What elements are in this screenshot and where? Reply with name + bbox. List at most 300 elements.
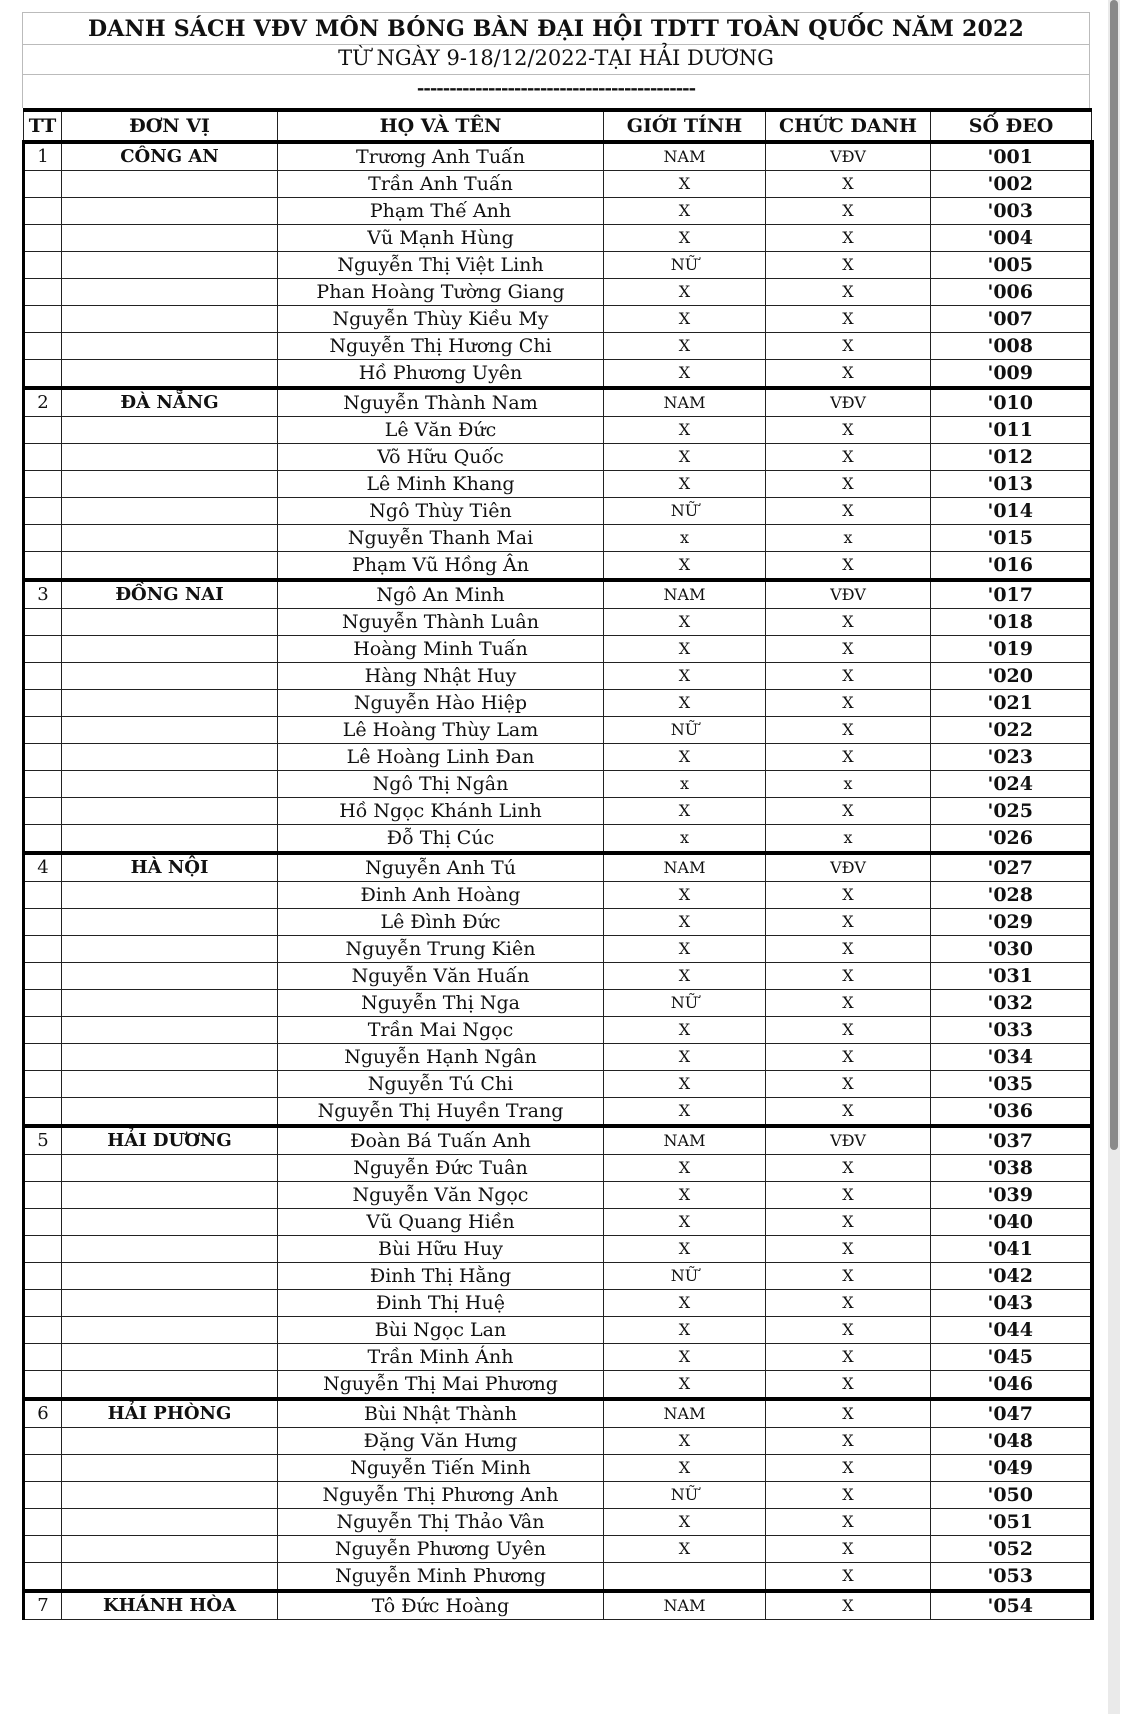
cell-role[interactable]: x <box>766 771 931 798</box>
cell-gender[interactable]: NAM <box>604 580 766 609</box>
cell-number[interactable]: '002 <box>931 171 1092 198</box>
cell-number[interactable]: '042 <box>931 1263 1092 1290</box>
cell-unit[interactable] <box>62 636 278 663</box>
cell-gender[interactable]: X <box>604 471 766 498</box>
cell-role[interactable]: X <box>766 225 931 252</box>
cell-tt[interactable] <box>24 1482 62 1509</box>
cell-number[interactable]: '027 <box>931 853 1092 882</box>
cell-gender[interactable]: X <box>604 360 766 389</box>
cell-name[interactable]: Trần Anh Tuấn <box>278 171 604 198</box>
cell-role[interactable]: X <box>766 1017 931 1044</box>
cell-number[interactable]: '048 <box>931 1428 1092 1455</box>
cell-unit[interactable]: HÀ NỘI <box>62 853 278 882</box>
cell-unit[interactable] <box>62 1290 278 1317</box>
cell-tt[interactable] <box>24 1044 62 1071</box>
cell-unit[interactable] <box>62 1098 278 1127</box>
cell-number[interactable]: '043 <box>931 1290 1092 1317</box>
cell-number[interactable]: '007 <box>931 306 1092 333</box>
cell-role[interactable]: X <box>766 936 931 963</box>
cell-tt[interactable] <box>24 1209 62 1236</box>
cell-gender[interactable]: X <box>604 1044 766 1071</box>
cell-unit[interactable] <box>62 225 278 252</box>
cell-number[interactable]: '047 <box>931 1399 1092 1428</box>
cell-unit[interactable] <box>62 471 278 498</box>
cell-role[interactable]: x <box>766 525 931 552</box>
cell-name[interactable]: Lê Hoàng Linh Đan <box>278 744 604 771</box>
cell-number[interactable]: '008 <box>931 333 1092 360</box>
cell-role[interactable]: X <box>766 198 931 225</box>
cell-gender[interactable]: X <box>604 882 766 909</box>
cell-unit[interactable] <box>62 1371 278 1400</box>
cell-unit[interactable] <box>62 1482 278 1509</box>
cell-number[interactable]: '053 <box>931 1563 1092 1592</box>
cell-gender[interactable]: X <box>604 444 766 471</box>
cell-number[interactable]: '014 <box>931 498 1092 525</box>
cell-number[interactable]: '041 <box>931 1236 1092 1263</box>
cell-gender[interactable]: X <box>604 306 766 333</box>
cell-name[interactable]: Nguyễn Thị Thảo Vân <box>278 1509 604 1536</box>
cell-unit[interactable]: ĐÀ NẴNG <box>62 388 278 417</box>
cell-gender[interactable]: x <box>604 771 766 798</box>
cell-gender[interactable]: X <box>604 744 766 771</box>
cell-role[interactable]: VĐV <box>766 388 931 417</box>
cell-gender[interactable]: NAM <box>604 142 766 171</box>
cell-number[interactable]: '037 <box>931 1126 1092 1155</box>
cell-tt[interactable] <box>24 717 62 744</box>
cell-tt[interactable] <box>24 771 62 798</box>
cell-tt[interactable] <box>24 471 62 498</box>
cell-gender[interactable]: X <box>604 1236 766 1263</box>
cell-gender[interactable]: X <box>604 225 766 252</box>
cell-tt[interactable] <box>24 1563 62 1592</box>
cell-role[interactable]: X <box>766 717 931 744</box>
cell-gender[interactable]: NỮ <box>604 498 766 525</box>
cell-role[interactable]: X <box>766 1563 931 1592</box>
cell-unit[interactable] <box>62 825 278 854</box>
cell-tt[interactable] <box>24 1455 62 1482</box>
cell-tt[interactable] <box>24 1428 62 1455</box>
cell-unit[interactable] <box>62 525 278 552</box>
cell-name[interactable]: Lê Văn Đức <box>278 417 604 444</box>
cell-unit[interactable] <box>62 1536 278 1563</box>
cell-role[interactable]: X <box>766 1044 931 1071</box>
cell-number[interactable]: '049 <box>931 1455 1092 1482</box>
cell-name[interactable]: Tô Đức Hoàng <box>278 1591 604 1620</box>
column-header-role[interactable]: CHỨC DANH <box>766 110 931 142</box>
cell-name[interactable]: Nguyễn Trung Kiên <box>278 936 604 963</box>
cell-name[interactable]: Nguyễn Anh Tú <box>278 853 604 882</box>
cell-role[interactable]: X <box>766 360 931 389</box>
cell-tt[interactable]: 4 <box>24 853 62 882</box>
cell-name[interactable]: Bùi Ngọc Lan <box>278 1317 604 1344</box>
cell-name[interactable]: Nguyễn Thùy Kiều My <box>278 306 604 333</box>
cell-tt[interactable] <box>24 525 62 552</box>
cell-tt[interactable] <box>24 663 62 690</box>
cell-number[interactable]: '028 <box>931 882 1092 909</box>
cell-number[interactable]: '017 <box>931 580 1092 609</box>
cell-tt[interactable] <box>24 279 62 306</box>
column-header-name[interactable]: HỌ VÀ TÊN <box>278 110 604 142</box>
cell-number[interactable]: '032 <box>931 990 1092 1017</box>
cell-unit[interactable] <box>62 171 278 198</box>
cell-tt[interactable] <box>24 1071 62 1098</box>
cell-unit[interactable] <box>62 717 278 744</box>
cell-tt[interactable] <box>24 444 62 471</box>
cell-unit[interactable] <box>62 771 278 798</box>
cell-gender[interactable]: X <box>604 417 766 444</box>
cell-number[interactable]: '033 <box>931 1017 1092 1044</box>
cell-name[interactable]: Võ Hữu Quốc <box>278 444 604 471</box>
cell-unit[interactable] <box>62 360 278 389</box>
cell-role[interactable]: X <box>766 417 931 444</box>
cell-unit[interactable] <box>62 1263 278 1290</box>
cell-tt[interactable] <box>24 306 62 333</box>
cell-unit[interactable] <box>62 1563 278 1592</box>
cell-name[interactable]: Vũ Quang Hiền <box>278 1209 604 1236</box>
cell-gender[interactable]: NAM <box>604 1591 766 1620</box>
cell-role[interactable]: VĐV <box>766 142 931 171</box>
cell-role[interactable]: X <box>766 882 931 909</box>
cell-number[interactable]: '036 <box>931 1098 1092 1127</box>
cell-gender[interactable]: X <box>604 198 766 225</box>
cell-name[interactable]: Đinh Anh Hoàng <box>278 882 604 909</box>
cell-unit[interactable] <box>62 1455 278 1482</box>
cell-tt[interactable] <box>24 1290 62 1317</box>
cell-name[interactable]: Vũ Mạnh Hùng <box>278 225 604 252</box>
cell-name[interactable]: Lê Minh Khang <box>278 471 604 498</box>
cell-tt[interactable]: 7 <box>24 1591 62 1620</box>
cell-number[interactable]: '022 <box>931 717 1092 744</box>
cell-role[interactable]: X <box>766 990 931 1017</box>
cell-number[interactable]: '050 <box>931 1482 1092 1509</box>
cell-unit[interactable] <box>62 552 278 581</box>
cell-tt[interactable] <box>24 1371 62 1400</box>
cell-tt[interactable] <box>24 1536 62 1563</box>
cell-number[interactable]: '020 <box>931 663 1092 690</box>
cell-number[interactable]: '025 <box>931 798 1092 825</box>
cell-name[interactable]: Đỗ Thị Cúc <box>278 825 604 854</box>
cell-unit[interactable]: KHÁNH HÒA <box>62 1591 278 1620</box>
cell-gender[interactable]: NỮ <box>604 1263 766 1290</box>
cell-name[interactable]: Nguyễn Thị Hương Chi <box>278 333 604 360</box>
cell-role[interactable]: X <box>766 1428 931 1455</box>
cell-name[interactable]: Nguyễn Hào Hiệp <box>278 690 604 717</box>
cell-unit[interactable] <box>62 909 278 936</box>
cell-unit[interactable] <box>62 690 278 717</box>
cell-role[interactable]: X <box>766 333 931 360</box>
cell-gender[interactable]: X <box>604 1317 766 1344</box>
cell-name[interactable]: Đoàn Bá Tuấn Anh <box>278 1126 604 1155</box>
cell-name[interactable]: Hàng Nhật Huy <box>278 663 604 690</box>
cell-role[interactable]: X <box>766 306 931 333</box>
cell-unit[interactable] <box>62 963 278 990</box>
cell-unit[interactable] <box>62 1182 278 1209</box>
cell-number[interactable]: '051 <box>931 1509 1092 1536</box>
cell-unit[interactable]: HẢI DƯƠNG <box>62 1126 278 1155</box>
cell-name[interactable]: Bùi Hữu Huy <box>278 1236 604 1263</box>
cell-unit[interactable] <box>62 990 278 1017</box>
cell-role[interactable]: X <box>766 744 931 771</box>
cell-gender[interactable]: X <box>604 171 766 198</box>
cell-name[interactable]: Lê Hoàng Thùy Lam <box>278 717 604 744</box>
cell-number[interactable]: '040 <box>931 1209 1092 1236</box>
cell-tt[interactable] <box>24 198 62 225</box>
cell-tt[interactable] <box>24 882 62 909</box>
cell-number[interactable]: '021 <box>931 690 1092 717</box>
cell-tt[interactable]: 2 <box>24 388 62 417</box>
cell-role[interactable]: X <box>766 798 931 825</box>
cell-gender[interactable]: NỮ <box>604 717 766 744</box>
cell-role[interactable]: X <box>766 552 931 581</box>
cell-role[interactable]: X <box>766 1155 931 1182</box>
cell-role[interactable]: X <box>766 690 931 717</box>
cell-name[interactable]: Ngô Thị Ngân <box>278 771 604 798</box>
cell-tt[interactable] <box>24 963 62 990</box>
cell-role[interactable]: X <box>766 1399 931 1428</box>
cell-role[interactable]: X <box>766 1344 931 1371</box>
cell-tt[interactable] <box>24 1509 62 1536</box>
cell-role[interactable]: X <box>766 471 931 498</box>
cell-gender[interactable]: X <box>604 798 766 825</box>
cell-gender[interactable]: X <box>604 1098 766 1127</box>
cell-number[interactable]: '019 <box>931 636 1092 663</box>
cell-name[interactable]: Trương Anh Tuấn <box>278 142 604 171</box>
cell-role[interactable]: X <box>766 252 931 279</box>
cell-name[interactable]: Nguyễn Thị Nga <box>278 990 604 1017</box>
cell-role[interactable]: X <box>766 1236 931 1263</box>
cell-gender[interactable]: X <box>604 1344 766 1371</box>
cell-gender[interactable]: NỮ <box>604 252 766 279</box>
cell-unit[interactable] <box>62 1236 278 1263</box>
cell-gender[interactable]: X <box>604 1371 766 1400</box>
cell-role[interactable]: X <box>766 636 931 663</box>
cell-gender[interactable]: X <box>604 1182 766 1209</box>
cell-tt[interactable]: 1 <box>24 142 62 171</box>
scrollbar-thumb[interactable] <box>1110 0 1118 1150</box>
cell-name[interactable]: Hồ Ngọc Khánh Linh <box>278 798 604 825</box>
cell-number[interactable]: '038 <box>931 1155 1092 1182</box>
cell-name[interactable]: Nguyễn Phương Uyên <box>278 1536 604 1563</box>
cell-role[interactable]: X <box>766 1536 931 1563</box>
cell-role[interactable]: X <box>766 1591 931 1620</box>
cell-gender[interactable]: X <box>604 963 766 990</box>
cell-gender[interactable]: X <box>604 552 766 581</box>
cell-gender[interactable]: X <box>604 279 766 306</box>
cell-tt[interactable] <box>24 1182 62 1209</box>
cell-name[interactable]: Phan Hoàng Tường Giang <box>278 279 604 306</box>
cell-tt[interactable]: 5 <box>24 1126 62 1155</box>
cell-number[interactable]: '039 <box>931 1182 1092 1209</box>
cell-gender[interactable] <box>604 1563 766 1592</box>
cell-unit[interactable] <box>62 1428 278 1455</box>
cell-gender[interactable]: X <box>604 636 766 663</box>
column-header-gender[interactable]: GIỚI TÍNH <box>604 110 766 142</box>
cell-tt[interactable] <box>24 1344 62 1371</box>
cell-role[interactable]: X <box>766 498 931 525</box>
cell-name[interactable]: Nguyễn Thị Huyền Trang <box>278 1098 604 1127</box>
cell-number[interactable]: '010 <box>931 388 1092 417</box>
cell-number[interactable]: '046 <box>931 1371 1092 1400</box>
cell-tt[interactable] <box>24 552 62 581</box>
cell-tt[interactable] <box>24 498 62 525</box>
cell-number[interactable]: '009 <box>931 360 1092 389</box>
cell-name[interactable]: Nguyễn Đức Tuân <box>278 1155 604 1182</box>
cell-gender[interactable]: X <box>604 1428 766 1455</box>
cell-unit[interactable] <box>62 1071 278 1098</box>
cell-tt[interactable] <box>24 609 62 636</box>
cell-gender[interactable]: x <box>604 525 766 552</box>
cell-tt[interactable]: 3 <box>24 580 62 609</box>
cell-tt[interactable] <box>24 252 62 279</box>
cell-role[interactable]: X <box>766 1071 931 1098</box>
cell-role[interactable]: VĐV <box>766 853 931 882</box>
cell-gender[interactable]: NAM <box>604 1126 766 1155</box>
cell-tt[interactable]: 6 <box>24 1399 62 1428</box>
cell-number[interactable]: '035 <box>931 1071 1092 1098</box>
column-header-tt[interactable]: TT <box>24 110 62 142</box>
column-header-unit[interactable]: ĐƠN VỊ <box>62 110 278 142</box>
cell-name[interactable]: Trần Mai Ngọc <box>278 1017 604 1044</box>
cell-role[interactable]: X <box>766 1509 931 1536</box>
cell-number[interactable]: '026 <box>931 825 1092 854</box>
cell-tt[interactable] <box>24 1263 62 1290</box>
cell-gender[interactable]: NAM <box>604 1399 766 1428</box>
cell-unit[interactable] <box>62 882 278 909</box>
cell-gender[interactable]: NỮ <box>604 1482 766 1509</box>
cell-number[interactable]: '018 <box>931 609 1092 636</box>
cell-unit[interactable] <box>62 1017 278 1044</box>
cell-name[interactable]: Phạm Vũ Hồng Ân <box>278 552 604 581</box>
cell-gender[interactable]: NAM <box>604 853 766 882</box>
cell-unit[interactable] <box>62 1155 278 1182</box>
cell-tt[interactable] <box>24 171 62 198</box>
cell-tt[interactable] <box>24 333 62 360</box>
cell-tt[interactable] <box>24 360 62 389</box>
cell-number[interactable]: '012 <box>931 444 1092 471</box>
cell-tt[interactable] <box>24 636 62 663</box>
cell-unit[interactable] <box>62 1044 278 1071</box>
cell-number[interactable]: '030 <box>931 936 1092 963</box>
cell-name[interactable]: Nguyễn Thành Luân <box>278 609 604 636</box>
cell-tt[interactable] <box>24 690 62 717</box>
cell-role[interactable]: X <box>766 279 931 306</box>
cell-number[interactable]: '011 <box>931 417 1092 444</box>
cell-name[interactable]: Nguyễn Tú Chi <box>278 1071 604 1098</box>
cell-gender[interactable]: X <box>604 1536 766 1563</box>
cell-gender[interactable]: X <box>604 936 766 963</box>
cell-gender[interactable]: X <box>604 1155 766 1182</box>
column-header-number[interactable]: SỐ ĐEO <box>931 110 1092 142</box>
cell-unit[interactable] <box>62 609 278 636</box>
cell-gender[interactable]: X <box>604 909 766 936</box>
cell-gender[interactable]: X <box>604 1290 766 1317</box>
cell-unit[interactable] <box>62 1509 278 1536</box>
cell-number[interactable]: '034 <box>931 1044 1092 1071</box>
cell-number[interactable]: '006 <box>931 279 1092 306</box>
cell-name[interactable]: Hồ Phương Uyên <box>278 360 604 389</box>
cell-number[interactable]: '024 <box>931 771 1092 798</box>
cell-unit[interactable] <box>62 744 278 771</box>
cell-gender[interactable]: X <box>604 1209 766 1236</box>
cell-name[interactable]: Nguyễn Hạnh Ngân <box>278 1044 604 1071</box>
cell-unit[interactable] <box>62 798 278 825</box>
cell-role[interactable]: X <box>766 171 931 198</box>
cell-name[interactable]: Nguyễn Văn Ngọc <box>278 1182 604 1209</box>
cell-tt[interactable] <box>24 990 62 1017</box>
cell-role[interactable]: VĐV <box>766 1126 931 1155</box>
cell-gender[interactable]: X <box>604 1509 766 1536</box>
cell-tt[interactable] <box>24 1236 62 1263</box>
cell-role[interactable]: X <box>766 1263 931 1290</box>
cell-gender[interactable]: X <box>604 690 766 717</box>
cell-role[interactable]: X <box>766 444 931 471</box>
cell-role[interactable]: X <box>766 1371 931 1400</box>
cell-role[interactable]: X <box>766 1209 931 1236</box>
cell-role[interactable]: X <box>766 1290 931 1317</box>
cell-gender[interactable]: X <box>604 1071 766 1098</box>
cell-gender[interactable]: NAM <box>604 388 766 417</box>
cell-unit[interactable] <box>62 444 278 471</box>
cell-role[interactable]: X <box>766 1098 931 1127</box>
cell-number[interactable]: '044 <box>931 1317 1092 1344</box>
cell-role[interactable]: X <box>766 963 931 990</box>
cell-unit[interactable] <box>62 333 278 360</box>
cell-number[interactable]: '003 <box>931 198 1092 225</box>
cell-tt[interactable] <box>24 909 62 936</box>
cell-tt[interactable] <box>24 744 62 771</box>
cell-gender[interactable]: X <box>604 1455 766 1482</box>
cell-number[interactable]: '052 <box>931 1536 1092 1563</box>
cell-unit[interactable] <box>62 198 278 225</box>
cell-name[interactable]: Nguyễn Tiến Minh <box>278 1455 604 1482</box>
cell-unit[interactable] <box>62 936 278 963</box>
cell-unit[interactable] <box>62 1317 278 1344</box>
cell-name[interactable]: Nguyễn Thanh Mai <box>278 525 604 552</box>
cell-name[interactable]: Ngô An Minh <box>278 580 604 609</box>
cell-name[interactable]: Đinh Thị Hằng <box>278 1263 604 1290</box>
cell-gender[interactable]: X <box>604 333 766 360</box>
cell-role[interactable]: X <box>766 909 931 936</box>
cell-unit[interactable] <box>62 279 278 306</box>
cell-number[interactable]: '015 <box>931 525 1092 552</box>
cell-unit[interactable] <box>62 1209 278 1236</box>
cell-unit[interactable]: HẢI PHÒNG <box>62 1399 278 1428</box>
cell-unit[interactable]: ĐỒNG NAI <box>62 580 278 609</box>
cell-number[interactable]: '054 <box>931 1591 1092 1620</box>
cell-name[interactable]: Ngô Thùy Tiên <box>278 498 604 525</box>
cell-name[interactable]: Nguyễn Minh Phương <box>278 1563 604 1592</box>
cell-number[interactable]: '004 <box>931 225 1092 252</box>
cell-role[interactable]: X <box>766 609 931 636</box>
cell-name[interactable]: Đặng Văn Hưng <box>278 1428 604 1455</box>
cell-name[interactable]: Đinh Thị Huệ <box>278 1290 604 1317</box>
cell-tt[interactable] <box>24 1155 62 1182</box>
cell-unit[interactable]: CÔNG AN <box>62 142 278 171</box>
cell-tt[interactable] <box>24 798 62 825</box>
cell-unit[interactable] <box>62 663 278 690</box>
cell-tt[interactable] <box>24 417 62 444</box>
cell-name[interactable]: Nguyễn Thị Phương Anh <box>278 1482 604 1509</box>
cell-tt[interactable] <box>24 1017 62 1044</box>
cell-role[interactable]: x <box>766 825 931 854</box>
cell-gender[interactable]: X <box>604 1017 766 1044</box>
cell-name[interactable]: Trần Minh Ánh <box>278 1344 604 1371</box>
cell-unit[interactable] <box>62 252 278 279</box>
cell-unit[interactable] <box>62 498 278 525</box>
cell-tt[interactable] <box>24 936 62 963</box>
cell-gender[interactable]: NỮ <box>604 990 766 1017</box>
cell-gender[interactable]: X <box>604 609 766 636</box>
